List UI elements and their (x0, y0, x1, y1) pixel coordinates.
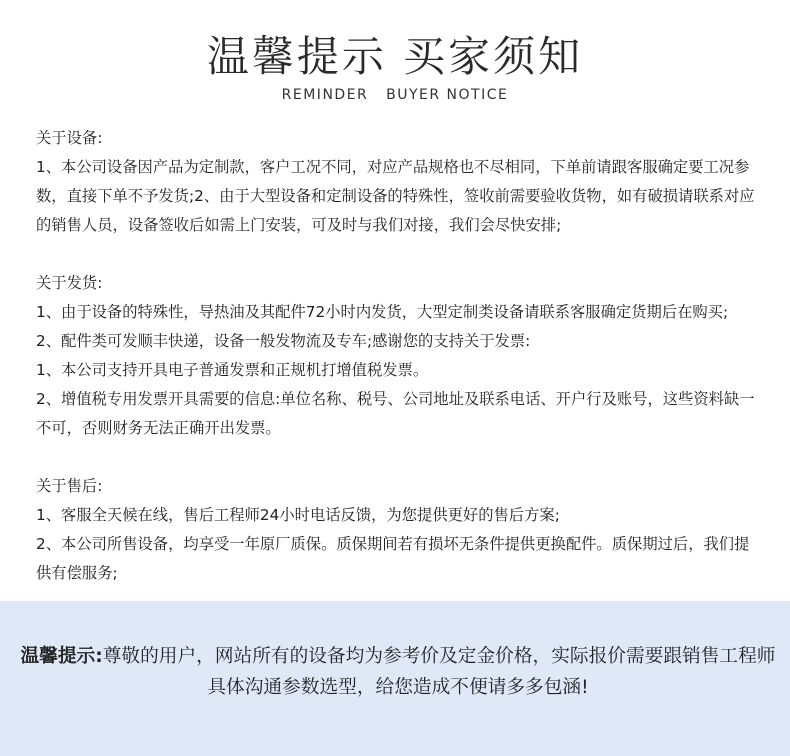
invoice-item: 2、增值税专用发票开具需要的信息:单位名称、税号、公司地址及联系电话、开户行及账号，这些资料缺一不可，否则财务无法正确开出发票。 (36, 390, 755, 437)
invoice-item: 1、本公司支持开具电子普通发票和正规机打增值税发票。 (36, 361, 429, 379)
equipment-section (36, 124, 758, 240)
shipping-heading: 关于发货: (36, 274, 103, 292)
shipping-item: 2、配件类可发顺丰快递，设备一般发物流及专车;感谢您的支持关于发票: (36, 332, 531, 350)
tip-message: 尊敬的用户，网站所有的设备均为参考价及定金价格，实际报价需要跟销售工程师具体沟通参数选型，给您造成不便请多多包涵! (102, 646, 776, 698)
aftersales-item: 2、本公司所售设备，均享受一年原厂质保。质保期间若有损坏无条件提供更换配件。质保期过后，我们提供有偿服务; (36, 535, 750, 582)
aftersales-item: 1、客服全天候在线，售后工程师24小时电话反馈，为您提供更好的售后方案; (36, 506, 560, 524)
shipping-section (36, 269, 758, 443)
notice-content (36, 124, 758, 617)
equipment-paragraph: 1、本公司设备因产品为定制款，客户工况不同，对应产品规格也不尽相同，下单前请跟客服确定要工况参数，直接下单不予发货;2、由于大型设备和定制设备的特殊性，签收前需要验收货物，如有破损请联系对应的销售人员，设备签收后如需上门安装，可及时与我们对接，我们会尽快安排; (36, 158, 755, 234)
aftersales-heading: 关于售后: (36, 477, 103, 495)
tip-text (18, 641, 778, 703)
tip-label: 温馨提示: (20, 646, 103, 667)
equipment-heading: 关于设备: (36, 129, 103, 147)
shipping-item: 1、由于设备的特殊性，导热油及其配件72小时内发货，大型定制类设备请联系客服确定货期后在购买; (36, 303, 729, 321)
aftersales-section (36, 472, 758, 588)
page-title: 温馨提示 买家须知 (206, 32, 584, 81)
page-subtitle: REMINDER BUYER NOTICE (281, 87, 509, 103)
